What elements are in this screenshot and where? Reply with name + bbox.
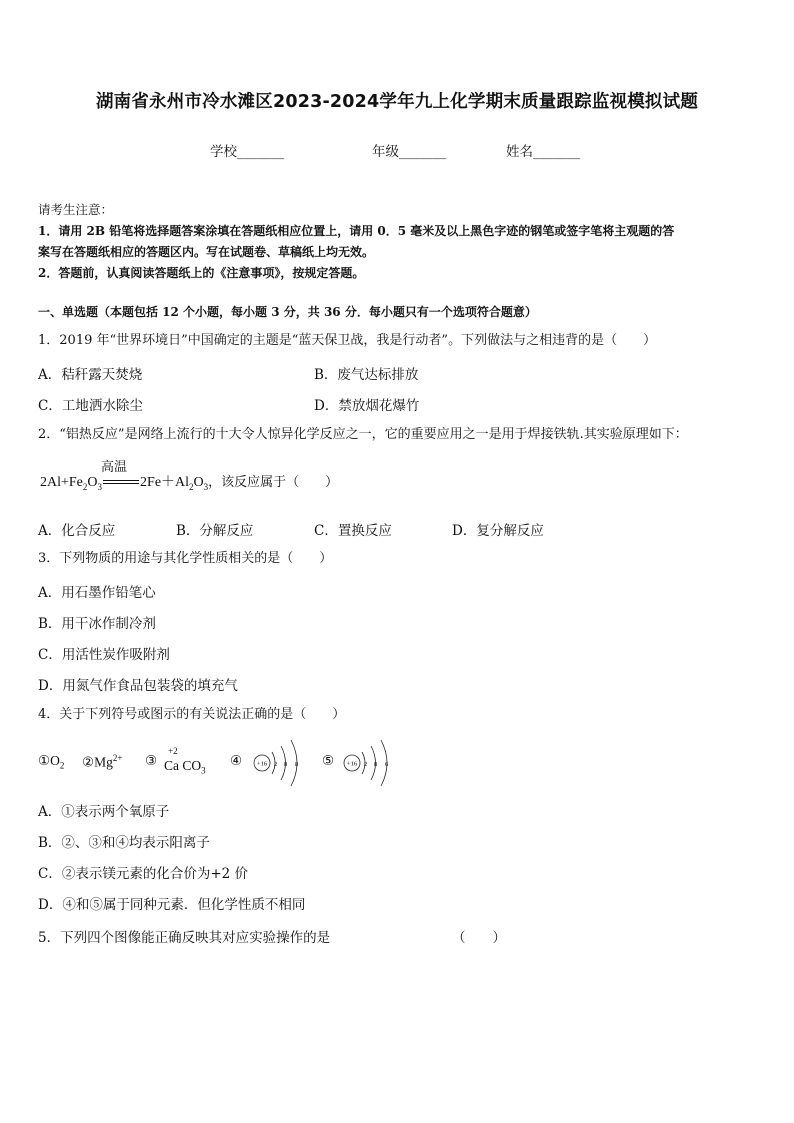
symbol-3-num: ③ (145, 753, 158, 768)
q5-answer-paren: （ ） (452, 930, 506, 946)
symbol-3-valence: +2 (168, 746, 178, 756)
q1-option-c: C．工地洒水除尘 (38, 398, 143, 414)
notice-line-2: 案写在答题纸相应的答题区内。写在试题卷、草稿纸上均无效。 (38, 245, 375, 259)
notice-line-1: 1．请用 2B 铅笔将选择题答案涂填在答题纸相应位置上，请用 0．5 毫米及以上黑色字迹的钢笔或签字笔将主观题的答 (38, 224, 675, 238)
reaction-arrow (101, 459, 139, 490)
q2-option-d: D．复分解反应 (452, 523, 544, 539)
atom-structure-4 (250, 738, 310, 788)
shell-2-electrons: 8 (374, 761, 378, 768)
reaction-condition: 高温 (101, 459, 128, 475)
shell-2-electrons: 8 (284, 761, 288, 768)
notice-line-3: 2．答题前，认真阅读答题纸上的《注意事项》，按规定答题。 (38, 266, 365, 280)
section-heading: 一、单选题（本题包括 12 个小题，每小题 3 分，共 36 分．每小题只有一个选项符合题意） (38, 305, 537, 319)
q2-option-a: A．化合反应 (38, 523, 116, 539)
q2-equation: $2Al+Fe_2O_3$ 高温 $2Fe+Al_2O_3$，该反应属于（ ） (40, 471, 338, 492)
q4-option-a: A．①表示两个氧原子 (38, 804, 170, 820)
q1-option-b: B．废气达标排放 (314, 367, 419, 383)
atom-structure-5 (340, 738, 400, 788)
q3-stem: 3．下列物质的用途与其化学性质相关的是（ ） (38, 551, 333, 566)
q2-option-b: B．分解反应 (176, 523, 254, 539)
symbol-3: Ca $CO_3$ (164, 758, 206, 776)
q4-option-d: D．④和⑤属于同种元素．但化学性质不相同 (38, 897, 306, 913)
q2-stem: 2．“铝热反应”是网络上流行的十大令人惊异化学反应之一，它的重要应用之一是用于焊接铁轨.其实验原理如下： (38, 427, 688, 442)
q1-option-a: A．秸秆露天焚烧 (38, 367, 143, 383)
q4-option-c: C．②表示镁元素的化合价为+2 价 (38, 866, 249, 882)
q4-option-b: B．②、③和④均表示阳离子 (38, 835, 210, 851)
q3-option-b: B．用干冰作制冷剂 (38, 616, 156, 632)
notice-heading: 请考生注意： (38, 202, 114, 217)
q1-option-d: D．禁放烟花爆竹 (314, 398, 420, 414)
q3-option-a: A．用石墨作铅笔心 (38, 585, 156, 601)
page-title: 湖南省永州市冷水滩区2023-2024学年九上化学期末质量跟踪监视模拟试题 (95, 92, 699, 112)
q5-stem: 5．下列四个图像能正确反映其对应实验操作的是 (38, 930, 331, 946)
school-field: 学校_______ (210, 144, 285, 160)
q2-option-c: C．置换反应 (314, 523, 392, 539)
q1-stem: 1．2019 年“世界环境日”中国确定的主题是“蓝天保卫战，我是行动者”。下列做法与之相违背的是（ ） (38, 333, 657, 348)
shell-1-electrons: 2 (274, 761, 278, 768)
shell-3-electrons: 8 (295, 761, 299, 768)
symbol-4-num: ④ (230, 753, 243, 768)
shell-3-electrons: 6 (385, 761, 389, 768)
nucleus-charge: +16 (256, 760, 268, 768)
q3-option-d: D．用氮气作食品包装袋的填充气 (38, 678, 238, 694)
name-field: 姓名_______ (506, 144, 581, 160)
nucleus-charge: +16 (346, 760, 358, 768)
q3-option-c: C．用活性炭作吸附剂 (38, 647, 170, 663)
symbol-2: $②Mg^{2+}$ (82, 753, 123, 770)
grade-field: 年级_______ (372, 144, 447, 160)
symbol-5-num: ⑤ (322, 753, 335, 768)
symbol-1: $①O_2$ (38, 753, 65, 771)
q4-stem: 4．关于下列符号或图示的有关说法正确的是（ ） (38, 707, 346, 722)
shell-1-electrons: 2 (364, 761, 368, 768)
